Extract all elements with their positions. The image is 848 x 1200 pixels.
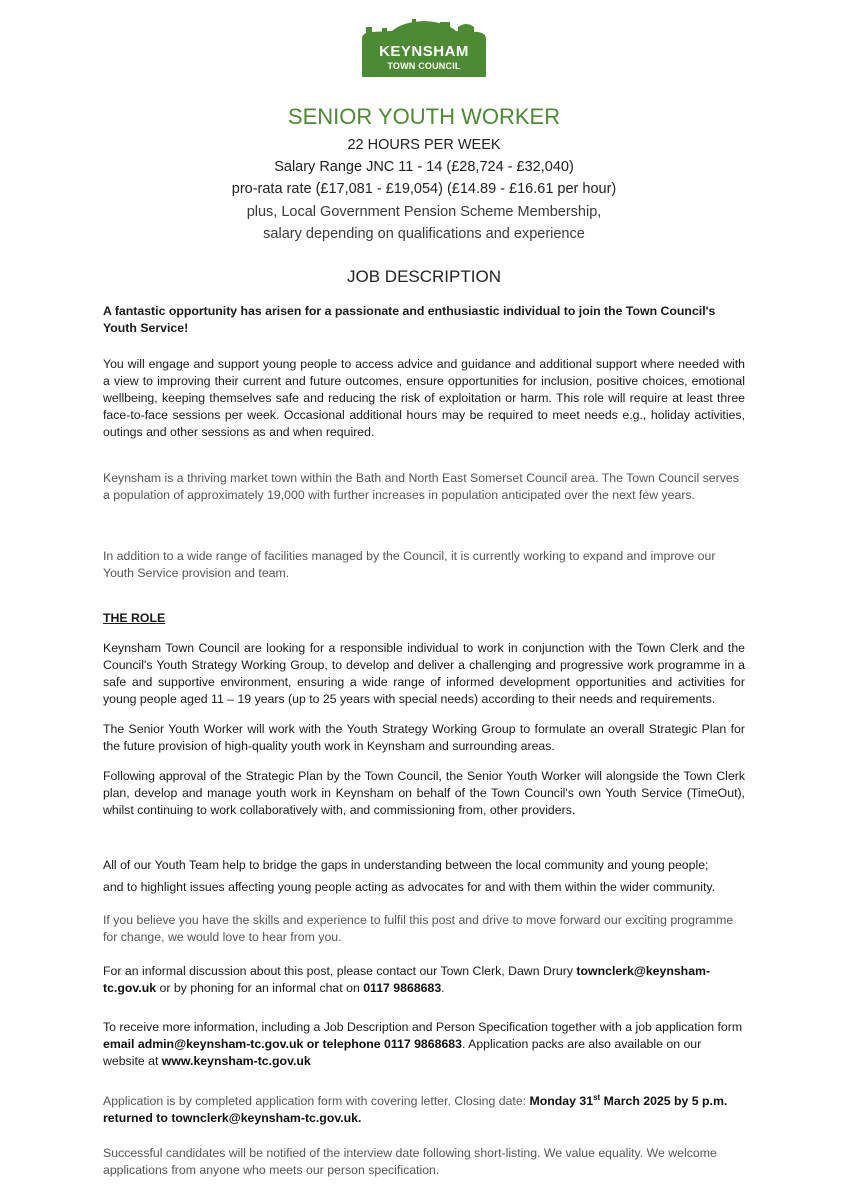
more-info-text: To receive more information, including a Job Description and Person Specification together with a job application form — [103, 1020, 743, 1034]
pension-line: plus, Local Government Pension Scheme Membership, — [246, 204, 602, 220]
more-info-mid: . Application packs are also available on our website at — [103, 1037, 702, 1068]
contact-text: For an informal discussion about this post, please contact our Town Clerk, Dawn Drury — [103, 964, 577, 978]
salary-line: Salary Range JNC 11 - 14 (£28,724 - £32,040) — [274, 159, 574, 175]
facilities-paragraph: In addition to a wide range of facilities managed by the Council, it is currently working to expand and improve our Youth Service provision and team. — [103, 549, 716, 580]
role-paragraph-2: The Senior Youth Worker will work with the Youth Strategy Working Group to formulate an overall Strategic Plan for the future provision of high-quality youth work in Keynsham and surrounding areas. — [103, 722, 745, 753]
hours-line: 22 HOURS PER WEEK — [347, 137, 501, 153]
logo-line1: KEYNSHAM — [379, 43, 469, 60]
council-logo — [362, 19, 486, 77]
application-text: Application is by completed application form with covering letter. Closing date: — [103, 1094, 530, 1109]
contact-mid: or by phoning for an informal chat on — [156, 981, 364, 995]
job-title: SENIOR YOUTH WORKER — [287, 104, 561, 129]
contact-end: . — [441, 981, 445, 995]
engage-paragraph: You will engage and support young people to access advice and guidance and additional support where needed with a view to improving their current and future outcomes, ensure opportunities for inclusion, positive choices, emotional wellbeing, keeping themselves safe and reducing the risk of exploitation or harm. This role will require at least three face-to-face sessions per week. Occasional additional hours may be required to meet needs e.g., holiday activities, outings and other sessions as and when required. — [103, 357, 745, 439]
application-paragraph — [103, 1089, 745, 1127]
team-line-2: and to highlight issues affecting young people acting as advocates for and with them within the wider community. — [103, 880, 716, 894]
contact-phone[interactable]: 0117 9868683 — [363, 981, 442, 995]
intro-paragraph: A fantastic opportunity has arisen for a passionate and enthusiastic individual to join the Town Council's Youth Service! — [103, 304, 716, 335]
keynsham-paragraph: Keynsham is a thriving market town within the Bath and North East Somerset Council area. The Town Council serves a population of approximately 19,000 with further increases in population anticipated over the next few years. — [103, 471, 739, 502]
role-paragraph-1: Keynsham Town Council are looking for a responsible individual to work in conjunction with the Town Clerk and the Council's Youth Strategy Working Group, to develop and deliver a challenging and progressive work programme in a safe and supportive environment, ensuring a wide range of informed development opportunities and activities for young people aged 11 – 19 years (up to 25 years with special needs) according to their needs and requirements. — [103, 641, 745, 706]
more-info-paragraph — [103, 1019, 745, 1070]
success-paragraph: Successful candidates will be notified of the interview date following short-listing. We value equality. We welcome applications from anyone who meets our person specification. — [103, 1146, 717, 1177]
role-paragraph-3: Following approval of the Strategic Plan by the Town Council, the Senior Youth Worker will alongside the Town Clerk plan, develop and manage youth work in Keynsham on behalf of the Town Council's own Youth Service (TimeOut), whilst continuing to work collaboratively with, and commissioning from, other providers. — [103, 769, 745, 817]
website-link[interactable]: www.keynsham-tc.gov.uk — [161, 1054, 311, 1068]
logo-line2: TOWN COUNCIL — [387, 61, 461, 71]
role-heading: THE ROLE — [103, 611, 166, 625]
qualifications-line: salary depending on qualifications and experience — [263, 226, 585, 242]
believe-paragraph: If you believe you have the skills and experience to fulfil this post and drive to move forward our exciting programme for change, we would love to hear from you. — [103, 913, 734, 944]
prorata-line: pro-rata rate (£17,081 - £19,054) (£14.89 - £16.61 per hour) — [231, 181, 617, 197]
more-info-contact[interactable]: email admin@keynsham-tc.gov.uk or telephone 0117 9868683 — [103, 1037, 462, 1051]
closing-date-b: March 2025 by 5 p.m. returned to townclerk@keynsham-tc.gov.uk. — [103, 1094, 728, 1126]
contact-email[interactable]: townclerk@keynsham-tc.gov.uk — [103, 964, 711, 995]
closing-date-sup: st — [593, 1093, 601, 1102]
team-line-1: All of our Youth Team help to bridge the gaps in understanding between the local community and young people; — [103, 858, 709, 872]
job-description-heading: JOB DESCRIPTION — [347, 267, 501, 286]
contact-paragraph — [103, 963, 745, 997]
closing-date-a: Monday 31 — [529, 1094, 594, 1109]
